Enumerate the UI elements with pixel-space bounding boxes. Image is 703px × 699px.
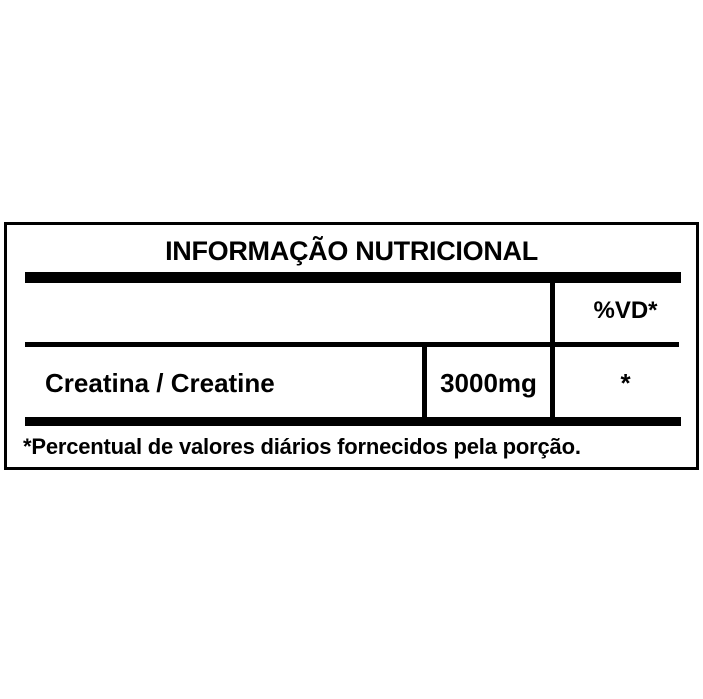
vd-column-header: %VD* <box>593 297 658 324</box>
footnote: *Percentual de valores diários fornecidos pela porção. <box>23 434 581 459</box>
nutrient-vd-value: * <box>620 368 631 398</box>
nutrient-amount: 3000mg <box>440 368 537 398</box>
table-title: INFORMAÇÃO NUTRICIONAL <box>165 236 538 266</box>
bottom-thick-rule <box>25 417 681 426</box>
nutrient-name: Creatina / Creatine <box>45 368 275 398</box>
top-thick-rule <box>25 272 681 283</box>
nutrition-table <box>4 222 699 470</box>
row-separator-rule <box>25 342 679 347</box>
